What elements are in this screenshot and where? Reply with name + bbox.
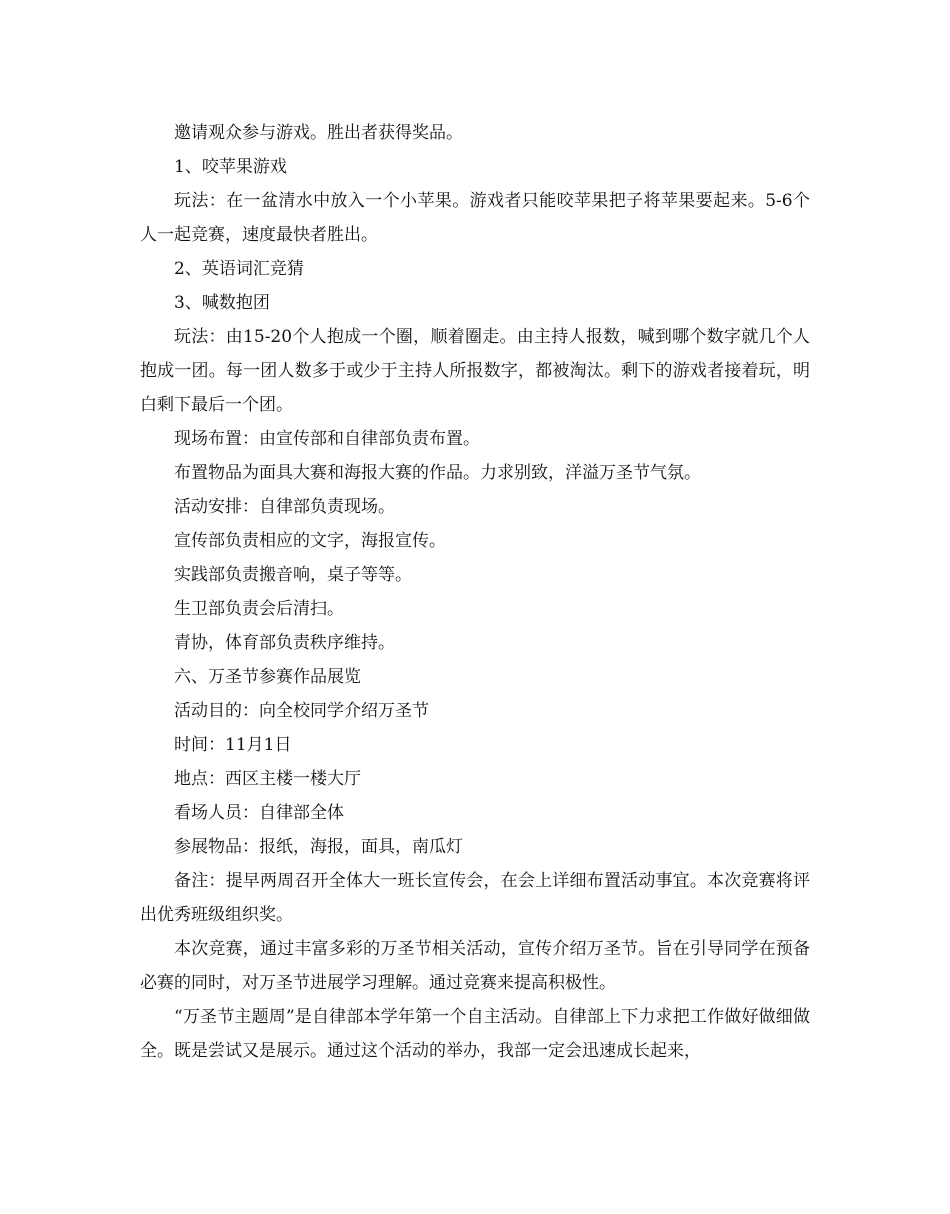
heading-number-hug-game: 3、喊数抱团 — [174, 293, 270, 313]
paragraph-publicity-duty: 宣传部负责相应的文字，海报宣传。 — [174, 531, 446, 551]
paragraph-remarks: 备注：提早两周召开全体大一班长宣传会，在会上详细布置活动事宜。本次竞赛将评出优秀班级组织奖。 — [140, 871, 810, 925]
paragraph-venue-setup: 现场布置：由宣传部和自律部负责布置。 — [174, 429, 480, 449]
paragraph-number-hug-rules: 玩法：由15-20个人抱成一个圈，顺着圈走。由主持人报数，喊到哪个数字就几个人抱成一团。每一团人数多于或少于主持人所报数字，都被淘汰。剩下的游戏者接着玩，明白剩下最后一个团。 — [140, 327, 810, 415]
paragraph-competition-summary: 本次竞赛，通过丰富多彩的万圣节相关活动，宣传介绍万圣节。旨在引导同学在预备必赛的同时，对万圣节进展学习理解。通过竞赛来提高积极性。 — [140, 939, 810, 993]
paragraph-setup-items: 布置物品为面具大赛和海报大赛的作品。力求别致，洋溢万圣节气氛。 — [174, 463, 701, 483]
paragraph-cleanup-duty: 生卫部负责会后清扫。 — [174, 599, 344, 619]
paragraph-activity-arrangement: 活动安排：自律部负责现场。 — [174, 497, 395, 517]
heading-apple-bobbing-game: 1、咬苹果游戏 — [174, 157, 287, 177]
paragraph-order-duty: 青协，体育部负责秩序维持。 — [174, 633, 395, 653]
heading-english-vocab-quiz: 2、英语词汇竞猜 — [174, 259, 304, 279]
paragraph-exhibition-items: 参展物品：报纸，海报，面具，南瓜灯 — [174, 837, 463, 857]
paragraph-invite-audience: 邀请观众参与游戏。胜出者获得奖品。 — [174, 123, 463, 143]
paragraph-exhibition-staff: 看场人员：自律部全体 — [174, 803, 344, 823]
document-body — [140, 116, 810, 1068]
paragraph-practice-duty: 实践部负责搬音响，桌子等等。 — [174, 565, 412, 585]
paragraph-exhibition-time: 时间：11月1日 — [174, 735, 292, 755]
paragraph-exhibition-location: 地点：西区主楼一楼大厅 — [174, 769, 361, 789]
paragraph-exhibition-purpose: 活动目的：向全校同学介绍万圣节 — [174, 701, 429, 721]
heading-exhibition: 六、万圣节参赛作品展览 — [174, 667, 361, 687]
paragraph-apple-game-rules: 玩法：在一盆清水中放入一个小苹果。游戏者只能咬苹果把子将苹果要起来。5-6个人一起竞赛，速度最快者胜出。 — [140, 191, 810, 245]
paragraph-theme-week-summary: “万圣节主题周”是自律部本学年第一个自主活动。自律部上下力求把工作做好做细做全。既是尝试又是展示。通过这个活动的举办，我部一定会迅速成长起来， — [140, 1007, 810, 1061]
